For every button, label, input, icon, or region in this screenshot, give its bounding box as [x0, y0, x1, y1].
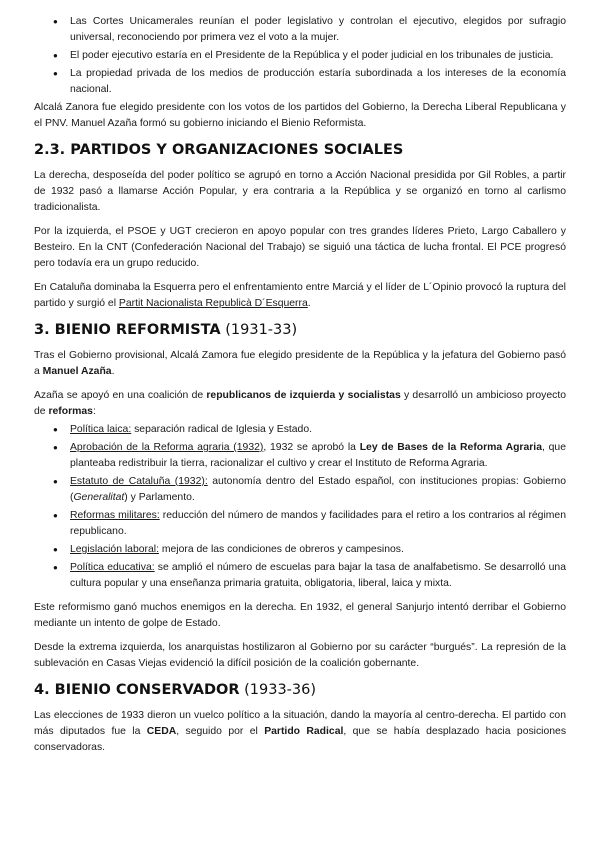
list-item: ● Política laica: separación radical de Iglesia y Estado.: [70, 422, 566, 438]
paragraph: Por la izquierda, el PSOE y UGT crecieron en apoyo popular con tres grandes líderes Prieto, Largo Caballero y Besteiro. En la CNT (Confederación Nacional del Trabajo) se siguió una táctica de lucha frontal. El PCE progresó pero todavía era un grupo reducido.: [34, 226, 566, 269]
list-item: ● Las Cortes Unicamerales reunían el poder legislativo y controlan el ejecutivo, elegidos por sufragio universal, reconociendo por primera vez el voto a la mujer.: [70, 14, 566, 46]
section-4-heading: 4. BIENIO CONSERVADOR (1933-36): [34, 682, 317, 698]
intro-bullet-list: [34, 14, 566, 98]
list-item: ● Aprobación de la Reforma agraria (1932), 1932 se aprobó la Ley de Bases de la Reforma Agraria, que planteaba redistribuir la tierra, racionalizar el cultivo y crear el Instituto de Reforma Agraria.: [70, 440, 566, 472]
paragraph: Tras el Gobierno provisional, Alcalá Zamora fue elegido presidente de la República y la jefatura del Gobierno pasó a Manuel Azaña.: [34, 350, 566, 377]
paragraph: Las elecciones de 1933 dieron un vuelco político a la situación, dando la mayoría al centro-derecha. El partido con más diputados fue la CEDA, seguido por el Partido Radical, que se había desplazado hacia posiciones conservadoras.: [34, 710, 567, 753]
list-item: ● El poder ejecutivo estaría en el Presidente de la República y el poder judicial en los tribunales de justicia.: [70, 48, 566, 64]
list-item: ● La propiedad privada de los medios de producción estaría subordinada a los intereses de la economía nacional.: [70, 66, 566, 98]
paragraph: La derecha, desposeída del poder político se agrupó en torno a Acción Nacional presidida por Gil Robles, a partir de 1932 pasó a llamarse Acción Popular, y era contraria a la República y se organizó en torno al carlismo tradicionalista.: [34, 170, 566, 213]
section-2-3-heading: 2.3. PARTIDOS Y ORGANIZACIONES SOCIALES: [34, 142, 404, 158]
list-item: ● Política educativa: se amplió el número de escuelas para bajar la tasa de analfabetismo. Se desarrolló una cultura popular y una enseñanza primaria gratuita, obligatoria, liberal, laica y mixta.: [70, 560, 566, 592]
paragraph: En Cataluña dominaba la Esquerra pero el enfrentamiento entre Marciá y el líder de L´Opinio provocó la ruptura del partido y surgió el Partit Nacionalista Republicà D´Esquerra.: [34, 282, 566, 309]
list-item: ● Reformas militares: reducción del número de mandos y facilidades para el retiro a los contrarios al régimen republicano.: [70, 508, 566, 540]
intro-paragraph: Alcalá Zanora fue elegido presidente con los votos de los partidos del Gobierno, la Derecha Liberal Republicana y el PNV. Manuel Azaña formó su gobierno iniciando el Bienio Reformista.: [34, 102, 566, 129]
section-3-heading: 3. BIENIO REFORMISTA (1931-33): [34, 322, 298, 338]
paragraph: Desde la extrema izquierda, los anarquistas hostilizaron al Gobierno por su carácter “burgués”. La represión de la sublevación en Casas Viejas evidenció la difícil posición de la coalición gobernante.: [34, 642, 566, 669]
list-item: ● Legislación laboral: mejora de las condiciones de obreros y campesinos.: [70, 542, 566, 558]
reforms-list: [34, 422, 566, 592]
party-link[interactable]: Partit Nacionalista Republicà D´Esquerra: [118, 298, 308, 309]
paragraph: Azaña se apoyó en una coalición de republicanos de izquierda y socialistas y desarrolló un ambicioso proyecto de reformas:: [34, 390, 567, 417]
list-item: ● Estatuto de Cataluña (1932): autonomía dentro del Estado español, con instituciones propias: Gobierno (Generalitat) y Parlamento.: [70, 474, 566, 506]
paragraph: Este reformismo ganó muchos enemigos en la derecha. En 1932, el general Sanjurjo intentó derribar el Gobierno mediante un intento de golpe de Estado.: [34, 602, 566, 629]
